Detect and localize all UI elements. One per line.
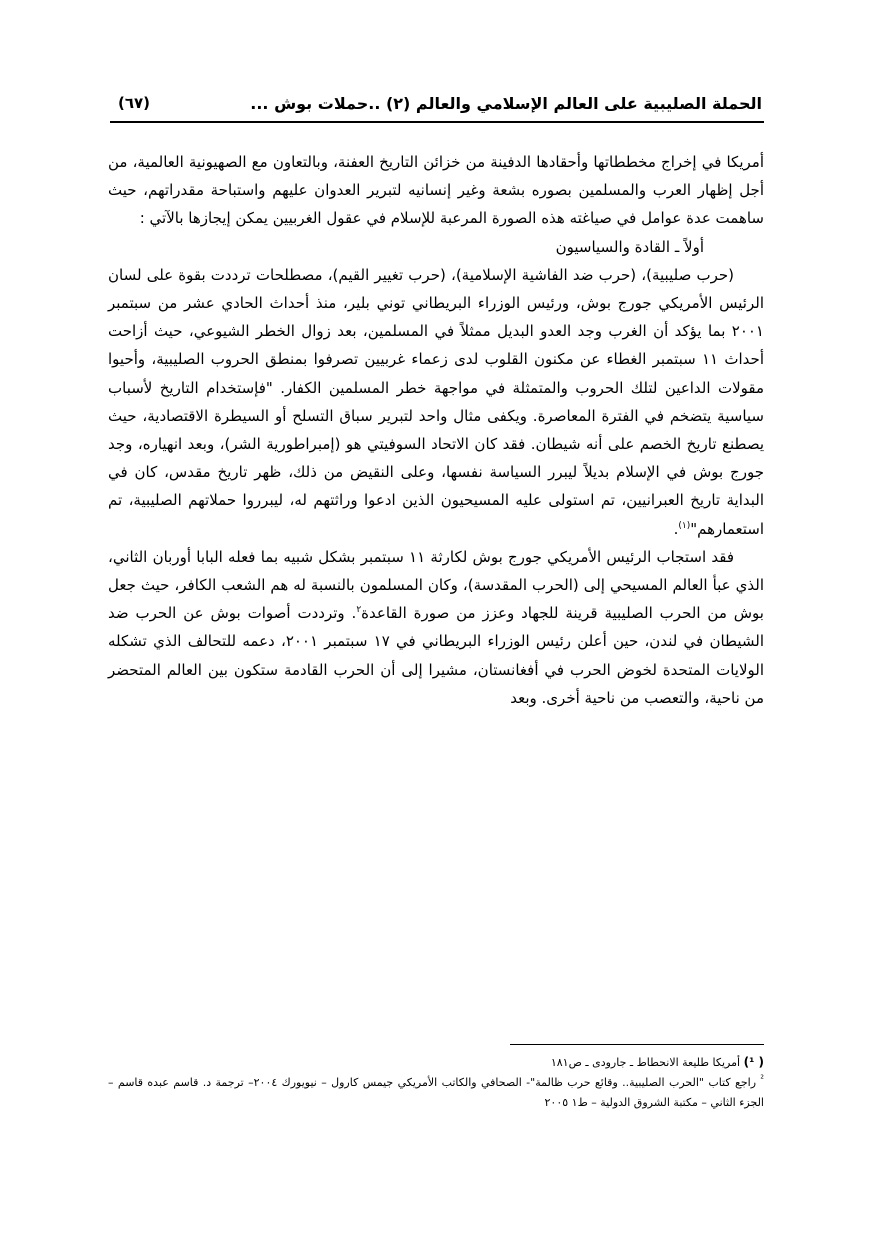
paragraph-2-end: . xyxy=(673,519,679,538)
footnote-2-marker: ² xyxy=(760,1074,765,1085)
paragraph-2-text: (حرب صليبية)، (حرب ضد الفاشية الإسلامية)، (حرب تغيير القيم)، مصطلحات ترددت بقوة على لسان الرئيس الأمريكي جورج بوش، ورئيس الوزراء البريطاني توني بلير، منذ أحداث الحادي عشر من سبتمبر ٢٠٠١ بما يؤكد أن الغرب وجد العدو البديل ممثلاً في المسلمين، بعد زوال الخطر الشيوعي، حيث أزاحت أحداث ١١ سبتمبر الغطاء عن مكنون القلوب لدى زعماء غربيين تصرفوا بمنطق الحروب الصليبية، وأحيوا مقولات الداعين لتلك الحروب والمتمثلة في مواجهة خطر المسلمين الكفار. "فإستخدام التاريخ لأسباب سياسية يتضخم في الفترة المعاصرة. ويكفى مثال واحد لتبرير سباق التسلح أو السيطرة الاقتصادية، حيث يصطنع تاريخ الخصم على أنه شيطان. فقد كان الاتحاد السوفيتي هو (إمبراطورية الشر)، وبعد انهياره، وجد جورج بوش في الإسلام بديلاً ليبرر السياسة نفسها، وعلى النقيض من ذلك، ظهر تاريخ مقدس، كان في البداية تاريخ العبرانيين، تم استولى عليه المسيحيون الذين ادعوا وراثتهم له، ليبرروا حملاتهم الصليبية، تم استعمارهم" xyxy=(108,265,764,538)
paragraph-3-continuation: . وترددت أصوات بوش عن الحرب ضد الشيطان في لندن، حين أعلن رئيس الوزراء البريطاني في ١٧ سبتمبر ٢٠٠١، دعمه للتحالف الذي تشكله الولايات المتحدة لخوض الحرب في أفغانستان، مشيرا إلى أن الحرب القادمة ستكون بين العالم المتحضر من ناحية، والتعصب من ناحية أخرى. وبعد xyxy=(108,604,765,707)
footnote-ref-2: ٢ xyxy=(356,605,362,616)
footnote-2-text: راجع كتاب "الحرب الصليبية.. وقائع حرب ظالمة"- الصحافي والكاتب الأمريكي جيمس كارول – نيويورك ٢٠٠٤– ترجمة د. قاسم عبده قاسم – الجزء الثاني – مكتبة الشروق الدولية – ط١ ٢٠٠٥ xyxy=(108,1076,764,1109)
footnote-separator xyxy=(510,1044,764,1045)
footnote-ref-1: (١) xyxy=(678,520,691,531)
section-heading: أولاً ـ القادة والسياسيون xyxy=(555,237,704,256)
body-text xyxy=(108,148,764,712)
footnote-1-marker: ( ¹) xyxy=(743,1055,764,1069)
running-title: الحملة الصليبية على العالم الإسلامي والعالم (٢) ..حملات بوش ... xyxy=(250,93,762,113)
footnote-1-text: أمريكا طليعة الانحطاط ـ جارودى ـ ص١٨١ xyxy=(550,1056,741,1069)
paragraph-2 xyxy=(108,261,764,543)
footnotes xyxy=(108,1052,764,1113)
page-header xyxy=(118,88,762,118)
paragraph-1: أمريكا في إخراج مخططاتها وأحقادها الدفينة من خزائن التاريخ العفنة، وبالتعاون مع الصهيونية العالمية، من أجل إظهار العرب والمسلمين بصوره بشعة وغير إنسانيه لتبرير العدوان عليهم واستباحة مقدراتهم، حيث ساهمت عدة عوامل في صياغته هذه الصورة المرعبة للإسلام في عقول الغربيين يمكن إيجازها بالآتي : xyxy=(108,153,764,228)
footnote-2 xyxy=(108,1073,764,1113)
footnote-1 xyxy=(108,1052,764,1073)
header-rule xyxy=(110,121,764,123)
page-number: (٦٧) xyxy=(118,94,151,112)
paragraph-3-text: فقد استجاب الرئيس الأمريكي جورج بوش لكارثة ١١ سبتمبر بشكل شبيه بما فعله البابا أوربان الثاني، الذي عبأ العالم المسيحي إلى (الحرب المقدسة)، وكان المسلمون بالنسبة له هم الشعب الكافر، حيث جعل بوش من الحرب الصليبية قرينة للجهاد وعزز من صورة القاعدة xyxy=(108,547,764,623)
paragraph-3 xyxy=(108,543,764,712)
